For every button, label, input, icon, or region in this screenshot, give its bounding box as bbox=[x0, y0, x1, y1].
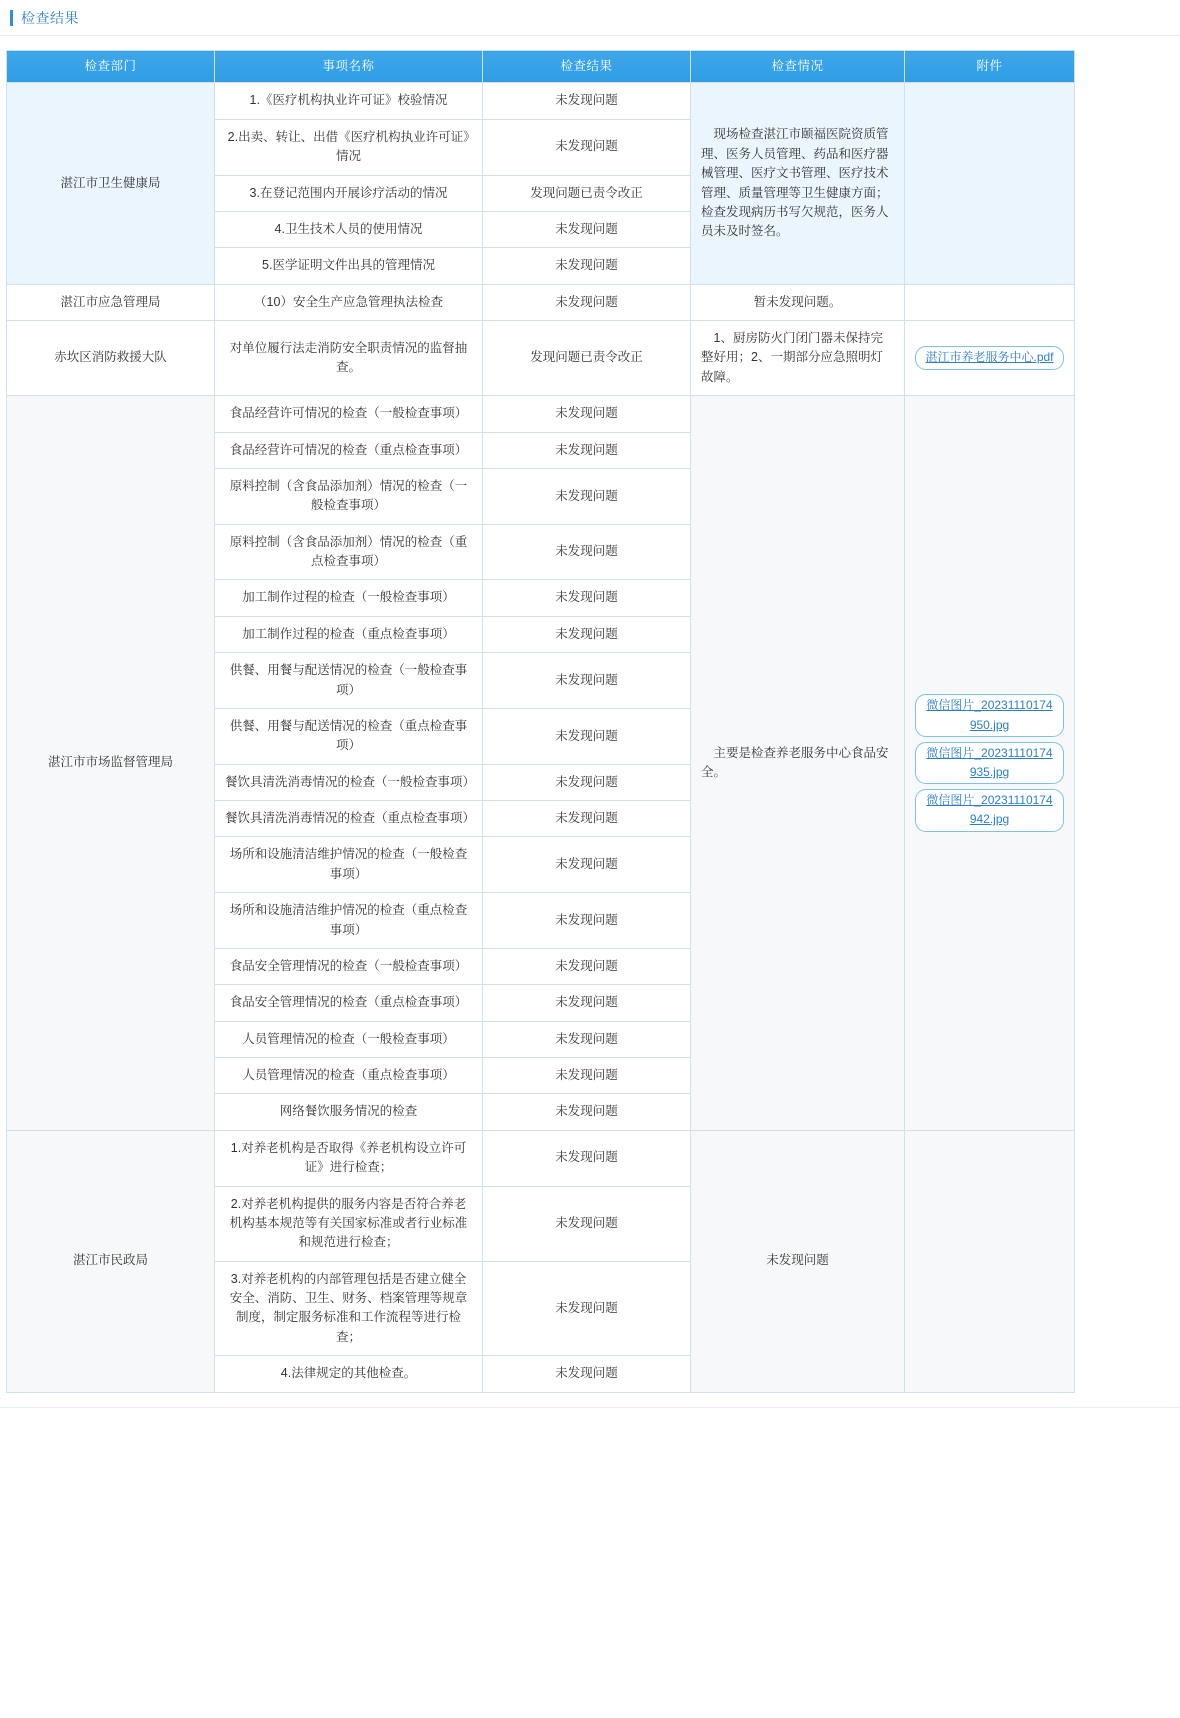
table-header bbox=[7, 51, 1075, 83]
cell-item-name: 餐饮具清洗消毒情况的检查（一般检查事项） bbox=[215, 764, 483, 800]
cell-item-name: 网络餐饮服务情况的检查 bbox=[215, 1094, 483, 1130]
table-row bbox=[7, 284, 1075, 320]
situation-text: 暂未发现问题。 bbox=[753, 294, 842, 309]
footer-strip bbox=[0, 1407, 1180, 1433]
cell-item-name: 原料控制（含食品添加剂）情况的检查（重点检查事项） bbox=[215, 524, 483, 580]
cell-department: 赤坎区消防救援大队 bbox=[7, 321, 215, 396]
column-header-item-name: 事项名称 bbox=[215, 51, 483, 83]
cell-result: 未发现问题 bbox=[483, 83, 691, 119]
cell-item-name: （10）安全生产应急管理执法检查 bbox=[215, 284, 483, 320]
cell-item-name: 5.医学证明文件出具的管理情况 bbox=[215, 248, 483, 284]
cell-result: 未发现问题 bbox=[483, 119, 691, 175]
cell-item-name: 人员管理情况的检查（重点检查事项） bbox=[215, 1058, 483, 1094]
column-header-situation: 检查情况 bbox=[691, 51, 905, 83]
table-row bbox=[7, 321, 1075, 396]
cell-item-name: 1.对养老机构是否取得《养老机构设立许可证》进行检查； bbox=[215, 1130, 483, 1186]
attachment-link[interactable]: 湛江市养老服务中心.pdf bbox=[915, 346, 1063, 369]
cell-result: 未发现问题 bbox=[483, 616, 691, 652]
cell-result: 未发现问题 bbox=[483, 893, 691, 949]
situation-text: 未发现问题 bbox=[766, 1253, 829, 1268]
cell-attachment bbox=[905, 83, 1075, 284]
cell-item-name: 3.在登记范围内开展诊疗活动的情况 bbox=[215, 175, 483, 211]
cell-attachment bbox=[905, 321, 1075, 396]
cell-situation bbox=[691, 1130, 905, 1392]
cell-item-name: 2.出卖、转让、出借《医疗机构执业许可证》情况 bbox=[215, 119, 483, 175]
cell-item-name: 食品安全管理情况的检查（一般检查事项） bbox=[215, 948, 483, 984]
attachment-list bbox=[915, 344, 1064, 371]
situation-text: 1、厨房防火门闭门器未保持完整好用；2、一期部分应急照明灯故障。 bbox=[701, 331, 883, 384]
cell-item-name: 供餐、用餐与配送情况的检查（重点检查事项） bbox=[215, 708, 483, 764]
cell-result: 未发现问题 bbox=[483, 764, 691, 800]
cell-result: 未发现问题 bbox=[483, 1094, 691, 1130]
section-header bbox=[0, 0, 1180, 36]
attachment-link[interactable]: 微信图片_20231110174942.jpg bbox=[915, 789, 1064, 831]
cell-result: 未发现问题 bbox=[483, 524, 691, 580]
column-header-attachment: 附件 bbox=[905, 51, 1075, 83]
situation-text: 主要是检查养老服务中心食品安全。 bbox=[701, 745, 889, 779]
cell-result: 未发现问题 bbox=[483, 1186, 691, 1261]
cell-result: 未发现问题 bbox=[483, 1261, 691, 1356]
cell-item-name: 加工制作过程的检查（一般检查事项） bbox=[215, 580, 483, 616]
cell-attachment bbox=[905, 1130, 1075, 1392]
situation-text: 现场检查湛江市颐福医院资质管理、医务人员管理、药品和医疗器械管理、医疗文书管理、医疗技术管理、质量管理等卫生健康方面；检查发现病历书写欠规范，医务人员未及时签名。 bbox=[701, 127, 889, 239]
cell-item-name: 2.对养老机构提供的服务内容是否符合养老机构基本规范等有关国家标准或者行业标准和规范进行检查； bbox=[215, 1186, 483, 1261]
cell-result: 未发现问题 bbox=[483, 1130, 691, 1186]
cell-result: 未发现问题 bbox=[483, 1356, 691, 1392]
cell-item-name: 1.《医疗机构执业许可证》校验情况 bbox=[215, 83, 483, 119]
cell-department: 湛江市市场监督管理局 bbox=[7, 396, 215, 1131]
cell-attachment bbox=[905, 284, 1075, 320]
cell-item-name: 餐饮具清洗消毒情况的检查（重点检查事项） bbox=[215, 801, 483, 837]
table-body bbox=[7, 83, 1075, 1392]
attachment-link[interactable]: 微信图片_20231110174935.jpg bbox=[915, 742, 1064, 784]
cell-item-name: 3.对养老机构的内部管理包括是否建立健全安全、消防、卫生、财务、档案管理等规章制度，制定服务标准和工作流程等进行检查； bbox=[215, 1261, 483, 1356]
cell-result: 未发现问题 bbox=[483, 284, 691, 320]
cell-item-name: 加工制作过程的检查（重点检查事项） bbox=[215, 616, 483, 652]
cell-item-name: 食品安全管理情况的检查（重点检查事项） bbox=[215, 985, 483, 1021]
cell-result: 未发现问题 bbox=[483, 211, 691, 247]
cell-result: 未发现问题 bbox=[483, 801, 691, 837]
cell-result: 发现问题已责令改正 bbox=[483, 175, 691, 211]
cell-item-name: 原料控制（含食品添加剂）情况的检查（一般检查事项） bbox=[215, 468, 483, 524]
cell-department: 湛江市应急管理局 bbox=[7, 284, 215, 320]
table-header-row bbox=[7, 51, 1075, 83]
inspection-result-table bbox=[6, 50, 1075, 1393]
cell-result: 未发现问题 bbox=[483, 248, 691, 284]
cell-result: 未发现问题 bbox=[483, 396, 691, 432]
cell-result: 未发现问题 bbox=[483, 468, 691, 524]
cell-department: 湛江市卫生健康局 bbox=[7, 83, 215, 284]
cell-item-name: 场所和设施清洁维护情况的检查（重点检查事项） bbox=[215, 893, 483, 949]
column-header-result: 检查结果 bbox=[483, 51, 691, 83]
cell-situation bbox=[691, 83, 905, 284]
cell-result: 未发现问题 bbox=[483, 580, 691, 616]
attachment-list bbox=[915, 692, 1064, 833]
cell-item-name: 4.卫生技术人员的使用情况 bbox=[215, 211, 483, 247]
cell-result: 未发现问题 bbox=[483, 948, 691, 984]
cell-result: 未发现问题 bbox=[483, 653, 691, 709]
cell-situation bbox=[691, 321, 905, 396]
cell-item-name: 场所和设施清洁维护情况的检查（一般检查事项） bbox=[215, 837, 483, 893]
cell-item-name: 供餐、用餐与配送情况的检查（一般检查事项） bbox=[215, 653, 483, 709]
cell-item-name: 对单位履行法走消防安全职责情况的监督抽查。 bbox=[215, 321, 483, 396]
cell-item-name: 食品经营许可情况的检查（重点检查事项） bbox=[215, 432, 483, 468]
cell-attachment bbox=[905, 396, 1075, 1131]
cell-item-name: 4.法律规定的其他检查。 bbox=[215, 1356, 483, 1392]
cell-item-name: 食品经营许可情况的检查（一般检查事项） bbox=[215, 396, 483, 432]
cell-result: 未发现问题 bbox=[483, 708, 691, 764]
page-title: 检查结果 bbox=[21, 9, 79, 26]
cell-result: 未发现问题 bbox=[483, 837, 691, 893]
table-row bbox=[7, 396, 1075, 432]
cell-result: 发现问题已责令改正 bbox=[483, 321, 691, 396]
table-row bbox=[7, 1130, 1075, 1186]
section-accent-bar bbox=[10, 10, 13, 26]
cell-result: 未发现问题 bbox=[483, 1021, 691, 1057]
cell-item-name: 人员管理情况的检查（一般检查事项） bbox=[215, 1021, 483, 1057]
cell-result: 未发现问题 bbox=[483, 1058, 691, 1094]
table-container bbox=[0, 50, 1180, 1393]
cell-situation bbox=[691, 396, 905, 1131]
cell-result: 未发现问题 bbox=[483, 985, 691, 1021]
cell-situation bbox=[691, 284, 905, 320]
column-header-department: 检查部门 bbox=[7, 51, 215, 83]
attachment-link[interactable]: 微信图片_20231110174950.jpg bbox=[915, 694, 1064, 736]
cell-result: 未发现问题 bbox=[483, 432, 691, 468]
table-row bbox=[7, 83, 1075, 119]
cell-department: 湛江市民政局 bbox=[7, 1130, 215, 1392]
